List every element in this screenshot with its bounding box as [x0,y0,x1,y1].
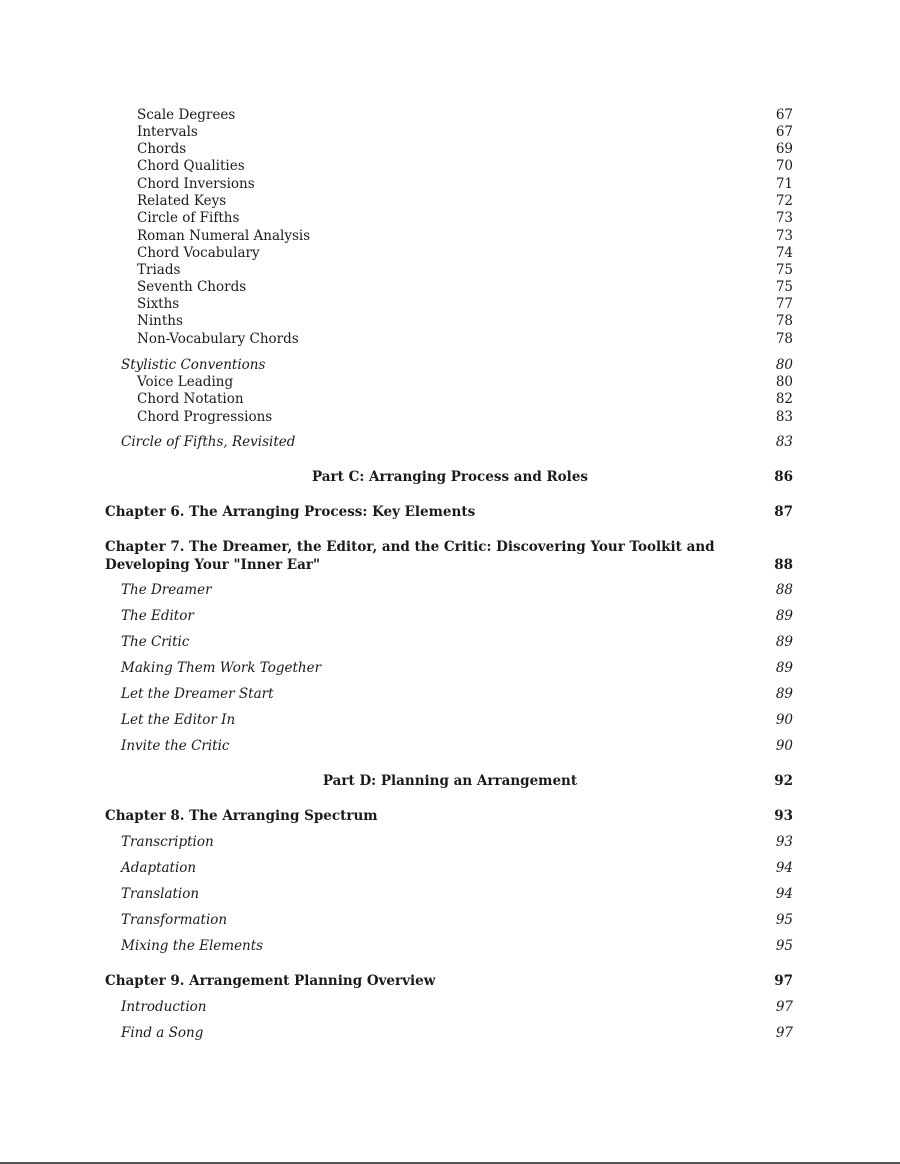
toc-entry-related-keys[interactable] [0,192,900,210]
toc-entry-page: 74 [775,245,793,261]
toc-entry-intervals[interactable] [0,123,900,141]
toc-entry-non-vocabulary-chords[interactable] [0,330,900,348]
toc-entry-chord-notation[interactable] [0,390,900,408]
toc-entry-title: Sixths [137,296,180,312]
toc-entry-title: The Dreamer [121,582,212,598]
toc-entry-page: 77 [775,296,793,312]
toc-entry-transformation[interactable] [0,911,900,929]
toc-entry-page: 82 [775,391,793,407]
toc-entry-page: 80 [775,374,793,390]
toc-entry-transcription[interactable] [0,833,900,851]
toc-entry-scale-degrees[interactable] [0,106,900,124]
toc-entry-the-editor[interactable] [0,607,900,625]
toc-part-page: 92 [774,773,793,789]
toc-entry-the-critic[interactable] [0,633,900,651]
toc-entry-title: Ninths [137,313,183,329]
toc-entry-page: 95 [775,912,793,928]
toc-entry-title: Invite the Critic [121,738,230,754]
toc-entry-introduction[interactable] [0,998,900,1016]
toc-entry-page: 70 [775,158,793,174]
toc-chapter-7[interactable] [0,538,900,574]
toc-entry-title: Related Keys [137,193,227,209]
toc-entry-title: Adaptation [121,860,197,876]
toc-entry-find-a-song[interactable] [0,1024,900,1042]
toc-entry-translation[interactable] [0,885,900,903]
toc-entry-page: 73 [775,228,793,244]
toc-entry-chords[interactable] [0,140,900,158]
toc-entry-page: 75 [775,279,793,295]
toc-chapter-title: Chapter 6. The Arranging Process: Key Elements [105,504,476,520]
toc-part-title: Part C: Arranging Process and Roles [311,469,589,485]
toc-chapter-title: Chapter 8. The Arranging Spectrum [105,808,378,824]
toc-entry-title: Scale Degrees [137,107,236,123]
toc-entry-title: The Critic [121,634,190,650]
toc-entry-page: 73 [775,210,793,226]
toc-entry-page: 89 [775,660,793,676]
toc-entry-page: 89 [775,634,793,650]
toc-entry-page: 94 [775,860,793,876]
toc-entry-title: Circle of Fifths, Revisited [121,434,296,450]
toc-chapter-9[interactable] [0,972,900,990]
toc-entry-title: Making Them Work Together [121,660,322,676]
toc-entry-page: 75 [775,262,793,278]
toc-entry-the-dreamer[interactable] [0,581,900,599]
toc-entry-page: 78 [775,313,793,329]
toc-entry-page: 97 [775,1025,793,1041]
toc-entry-page: 71 [775,176,793,192]
toc-entry-title: Introduction [121,999,207,1015]
toc-entry-let-the-editor-in[interactable] [0,711,900,729]
toc-entry-sixths[interactable] [0,295,900,313]
toc-entry-ninths[interactable] [0,312,900,330]
toc-entry-page: 90 [775,738,793,754]
toc-chapter-8[interactable] [0,807,900,825]
toc-entry-page: 67 [775,107,793,123]
toc-entry-stylistic-conventions[interactable] [0,356,900,374]
toc-entry-page: 72 [775,193,793,209]
toc-entry-chord-inversions[interactable] [0,175,900,193]
toc-entry-page: 97 [775,999,793,1015]
toc-entry-page: 67 [775,124,793,140]
toc-entry-title: Let the Dreamer Start [121,686,274,702]
toc-entry-page: 83 [775,409,793,425]
toc-entry-triads[interactable] [0,261,900,279]
toc-entry-title: Transformation [121,912,228,928]
toc-entry-page: 80 [775,357,793,373]
toc-entry-title: Non-Vocabulary Chords [137,331,299,347]
toc-entry-seventh-chords[interactable] [0,278,900,296]
toc-entry-chord-vocabulary[interactable] [0,244,900,262]
toc-chapter-page: 88 [774,557,793,573]
toc-entry-circle-of-fifths-revisited[interactable] [0,433,900,451]
toc-entry-title: The Editor [121,608,194,624]
toc-entry-title: Translation [121,886,200,902]
toc-entry-title: Circle of Fifths [137,210,240,226]
toc-entry-title: Find a Song [121,1025,204,1041]
toc-entry-page: 93 [775,834,793,850]
toc-entry-title: Seventh Chords [137,279,247,295]
toc-chapter-6[interactable] [0,503,900,521]
toc-entry-circle-of-fifths[interactable] [0,209,900,227]
toc-chapter-page: 97 [774,973,793,989]
toc-entry-page: 89 [775,686,793,702]
toc-entry-invite-the-critic[interactable] [0,737,900,755]
toc-entry-title: Chord Vocabulary [137,245,260,261]
toc-entry-title: Transcription [121,834,214,850]
toc-entry-title: Stylistic Conventions [121,357,266,373]
toc-part-d[interactable] [0,772,900,790]
toc-entry-title: Chords [137,141,187,157]
toc-entry-chord-qualities[interactable] [0,157,900,175]
toc-entry-making-them-work-together[interactable] [0,659,900,677]
toc-entry-mixing-the-elements[interactable] [0,937,900,955]
toc-entry-title: Chord Qualities [137,158,245,174]
toc-entry-title: Mixing the Elements [121,938,264,954]
toc-part-c[interactable] [0,468,900,486]
toc-entry-title: Chord Progressions [137,409,273,425]
toc-entry-page: 89 [775,608,793,624]
toc-entry-page: 90 [775,712,793,728]
toc-entry-page: 94 [775,886,793,902]
toc-part-title: Part D: Planning an Arrangement [322,773,578,789]
toc-chapter-title: Chapter 7. The Dreamer, the Editor, and the Critic: Discovering Your Toolkit and Developing Your "Inner Ear" [105,539,715,573]
toc-entry-page: 69 [775,141,793,157]
toc-entry-let-the-dreamer-start[interactable] [0,685,900,703]
toc-chapter-page: 87 [774,504,793,520]
toc-entry-page: 88 [775,582,793,598]
toc-entry-title: Intervals [137,124,198,140]
toc-entry-chord-progressions[interactable] [0,408,900,426]
toc-entry-roman-numeral-analysis[interactable] [0,227,900,245]
toc-entry-page: 83 [775,434,793,450]
toc-entry-title: Let the Editor In [121,712,236,728]
toc-entry-page: 95 [775,938,793,954]
toc-entry-voice-leading[interactable] [0,373,900,391]
toc-entry-title: Roman Numeral Analysis [137,228,311,244]
toc-entry-title: Voice Leading [137,374,234,390]
toc-chapter-title: Chapter 9. Arrangement Planning Overview [105,973,436,989]
toc-entry-adaptation[interactable] [0,859,900,877]
toc-part-page: 86 [774,469,793,485]
toc-chapter-page: 93 [774,808,793,824]
toc-entry-title: Chord Inversions [137,176,255,192]
toc-entry-title: Triads [137,262,181,278]
toc-entry-page: 78 [775,331,793,347]
toc-entry-title: Chord Notation [137,391,244,407]
